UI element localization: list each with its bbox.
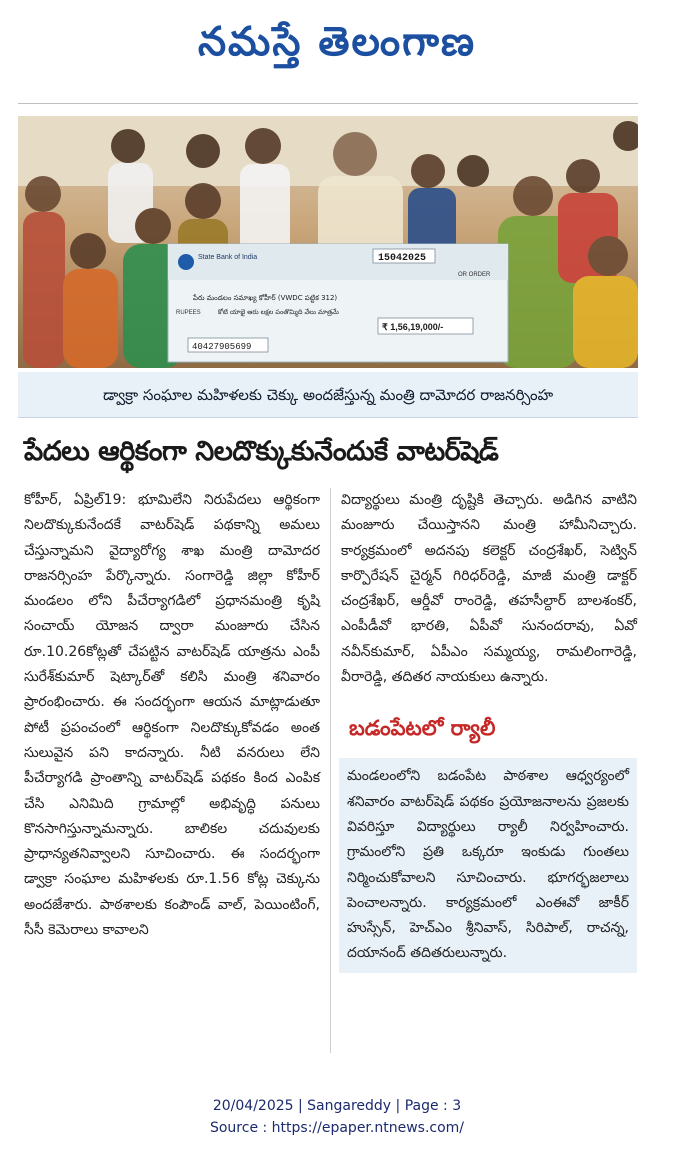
article-column-left xyxy=(24,488,320,943)
column-divider xyxy=(330,488,331,1053)
cheque-rupees-label: RUPEES xyxy=(176,310,201,316)
cheque-bank-name: State Bank of India xyxy=(198,254,258,261)
subheadline: బడంపేటలో ర్యాలీ xyxy=(349,716,496,741)
photo-caption: డ్వాక్రా సంఘాల మహిళలకు చెక్కు అందజేస్తున్న మంత్రి దామోదర రాజనర్సింహ xyxy=(18,372,638,418)
article-headline: పేదలు ఆర్థికంగా నిలదొక్కుకునేందుకే వాటర్‌షెడ్ xyxy=(24,436,499,467)
cheque-amount: ₹ 1,56,19,000/- xyxy=(382,322,444,332)
cheque-words: కోటి యాభై ఆరు లక్షల పంతొమ్మిది వేలు మాత్రమే xyxy=(218,308,339,316)
photo-illustration xyxy=(18,116,638,368)
sub-article-panel xyxy=(339,758,637,972)
cheque-order: OR ORDER xyxy=(458,272,491,278)
top-rule xyxy=(18,103,638,104)
masthead xyxy=(0,8,674,76)
newspaper-title: నమస్తే తెలంగాణ xyxy=(197,18,477,65)
cheque-date: 15042025 xyxy=(378,253,427,264)
article-column-right xyxy=(341,488,637,973)
news-photo xyxy=(18,116,638,368)
article-body-right-bottom: మండలంలోని బడంపేట పాఠశాల ఆధ్వర్యంలో శనివారం వాటర్‌షెడ్ పథకం ప్రయోజనాలను ప్రజలకు వివరిస్తూ విద్యార్థులు ర్యాలీ నిర్వహించారు. గ్రామంలోని ప్రతి ఒక్కరూ ఇంకుడు గుంతలు నిర్మించుకోవాలని సూచించారు. భూగర్భజలాలు పెంచాలన్నారు. కార్యక్రమంలో ఎంఈవో జాకీర్ హుస్సేన్, హెచ్‌ఎం శ్రీనివాస్, సిరిపాల్, రాచన్న, దయానంద్ తదితరులున్నారు. xyxy=(347,768,629,962)
article-body-right-top: విద్యార్థులు మంత్రి దృష్టికి తెచ్చారు. అడిగిన వాటిని మంజూరు చేయిస్తానని మంత్రి హామీనిచ్చారు. కార్యక్రమంలో అదనపు కలెక్టర్ చంద్రశేఖర్, సెట్విన్ కార్పొరేషన్ చైర్మన్ గిరిధర్‌రెడ్డి, మాజీ మంత్రి డాక్టర్ చంద్రశేఖర్, ఆర్డీవో రాంరెడ్డి, తహసీల్దార్ బాలశంకర్, ఎంపీడీవో భారతి, ఏపీవో సునందరావు, ఏవో నవీన్‌కుమార్, ఏపీఎం సమ్మయ్య, రామలింగారెడ్డి, వీరారెడ్డి, తదితర నాయకులు ఉన్నారు. xyxy=(341,492,637,686)
footer-source: Source : https://epaper.ntnews.com/ xyxy=(209,1120,465,1136)
footer-edition-info: 20/04/2025 | Sangareddy | Page : 3 xyxy=(212,1098,462,1114)
cheque-payee: పేరు మండలం సమాఖ్య కోహీర్ (VWDC పట్టిక 312) xyxy=(193,294,338,302)
article-body-left: కోహీర్, ఏప్రిల్19: భూమిలేని నిరుపేదలు ఆర్థికంగా నిలదొక్కుకునేందకే వాటర్‌షెడ్ పథకాన్ని అమలు చేస్తున్నామని వైద్యారోగ్య శాఖ మంత్రి దామోదర రాజనర్సింహ పేర్కొన్నారు. సంగారెడ్డి జిల్లా కోహీర్ మండలం లోని పీచేర్యాగడిలో ప్రధానమంత్రి కృషి సంచాయ్ యోజన ద్వారా మంజూరు చేసిన రూ.10.26కోట్లతో చేపట్టిన వాటర్‌షెడ్ యాత్రను ఎంపీ సురేశ్‌కుమార్ షెట్కార్‌తో కలిసి మంత్రి శనివారం ప్రారంభించారు. ఈ సందర్భంగా ఆయన మాట్లాడుతూ పోటీ ప్రపంచంలో ఆర్థికంగా నిలదొక్కుకోవడం అంత సులువైన పని కాదన్నారు. నీటి వనరులు లేని పీచేర్యాగడి ప్రాంతాన్ని వాటర్‌షెడ్ పథకం కింద ఎంపిక చేసి ఎనిమిది గ్రామాల్లో అభివృద్ధి పనులు కొనసాగిస్తున్నామన్నారు. బాలికల చదువులకు ప్రాధాన్యతనివ్వాలని సూచించారు. ఈ సందర్భంగా డ్వాక్రా సంఘాల మహిళలకు రూ.1.56 కోట్ల చెక్కును అందజేశారు. పాఠశాలకు కంపౌండ్ వాల్, పెయింటింగ్, సీసీ కెమెరాలు కావాలని xyxy=(24,492,320,939)
cheque xyxy=(168,244,508,362)
cheque-account: 40427905699 xyxy=(192,342,252,352)
